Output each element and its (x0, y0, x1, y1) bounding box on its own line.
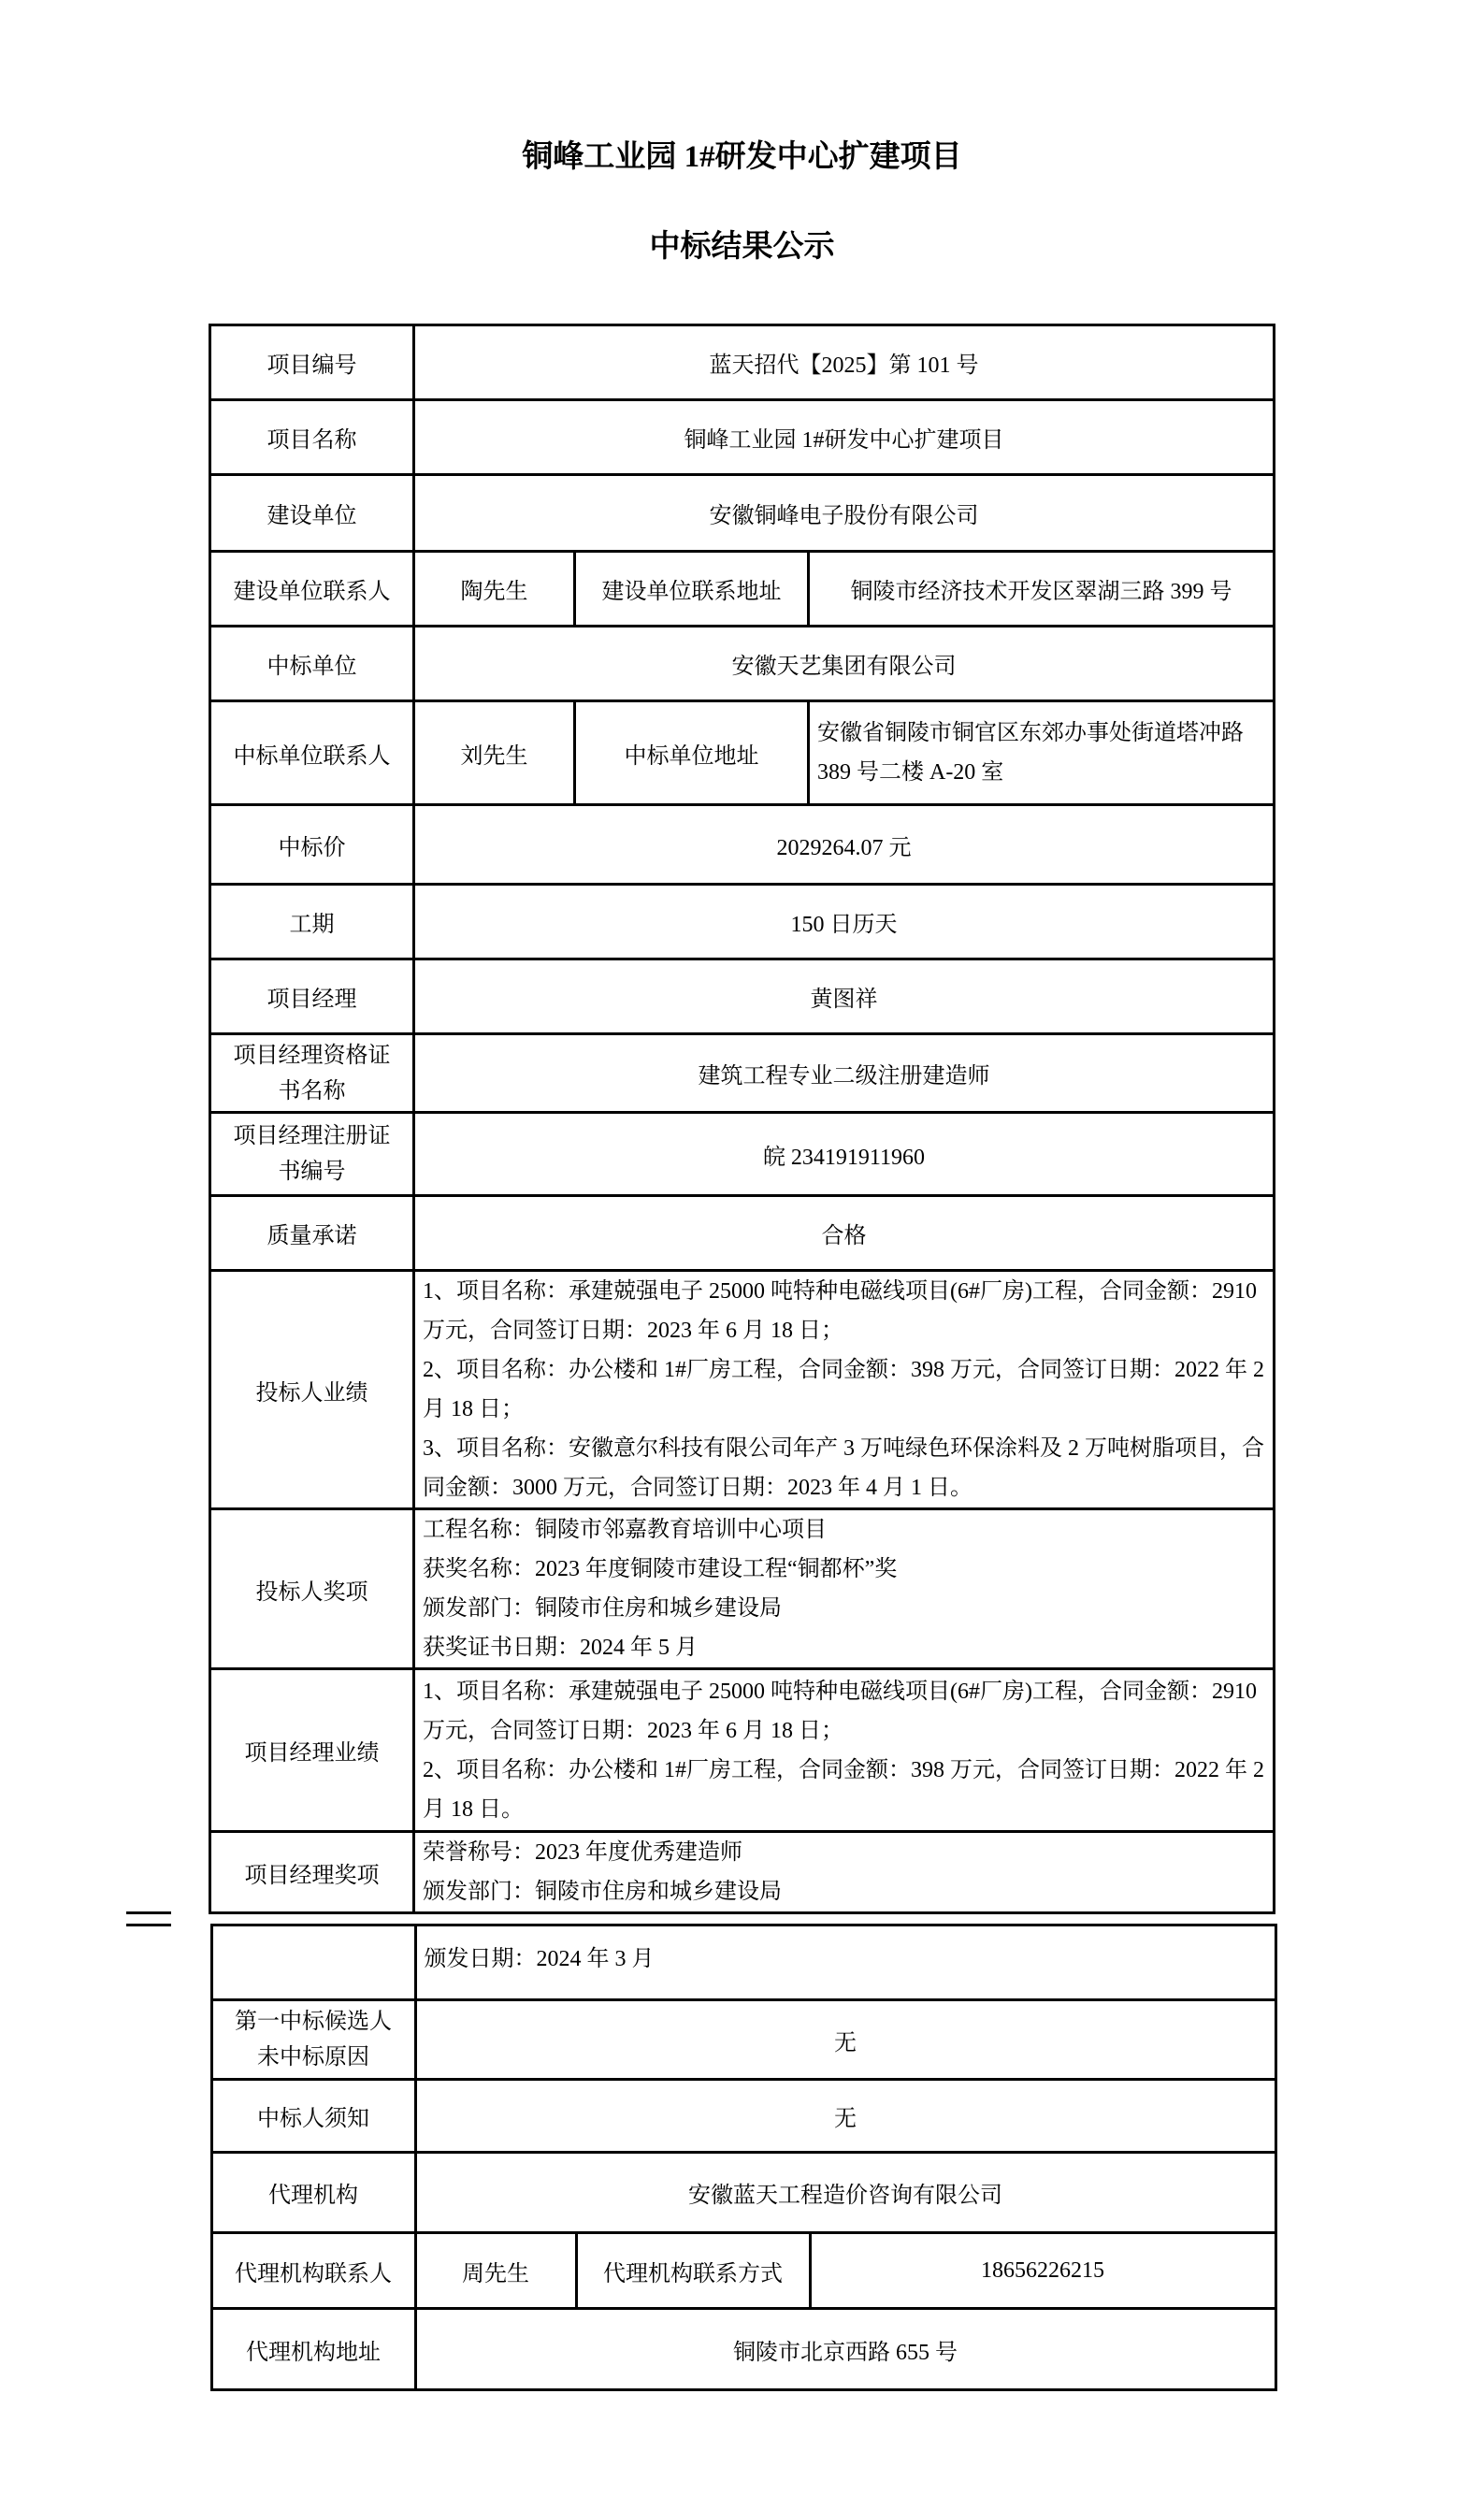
row-value: 陶先生 (413, 552, 574, 627)
label-line: 未中标原因 (257, 2045, 369, 2070)
row-value: 刘先生 (413, 701, 574, 805)
row-value: 铜陵市北京西路 655 号 (415, 2309, 1275, 2390)
text-line: 1、项目名称：承建兢强电子 25000 吨特种电磁线项目(6#厂房)工程，合同金额：2910 万元，合同签订日期：2023 年 6 月 18 日； (422, 1279, 1257, 1343)
row-label: 项目名称 (209, 400, 413, 475)
row-value: 2029264.07 元 (413, 805, 1274, 885)
table-row-winning-unit (209, 627, 1274, 701)
row-value: 安徽蓝天工程造价咨询有限公司 (415, 2153, 1275, 2233)
table-row-quality-commitment (209, 1196, 1274, 1271)
label-line: 项目经理资格证 (233, 1043, 391, 1068)
table-row-agency (211, 2153, 1275, 2233)
row-label: 中标单位 (209, 627, 413, 701)
table-row-owner-contact (209, 552, 1274, 627)
text-line: 3、项目名称：安徽意尔科技有限公司年产 3 万吨绿色环保涂料及 2 万吨树脂项目，合同金额：3000 万元，合同签订日期：2023 年 4 月 1 日。 (422, 1436, 1264, 1500)
row-value: 周先生 (415, 2233, 576, 2309)
text-line: 2、项目名称：办公楼和 1#厂房工程，合同金额：398 万元，合同签订日期：2022 年 2 月 18 日。 (422, 1757, 1264, 1822)
page-break-section (210, 1924, 1275, 2391)
table-row-pm-certificate-name (209, 1034, 1274, 1113)
table-row-project-number (209, 325, 1274, 400)
row-label: 代理机构联系人 (211, 2233, 415, 2309)
row-label (209, 1113, 413, 1196)
table-row-agency-contact (211, 2233, 1275, 2309)
row-value-secondary: 铜陵市经济技术开发区翠湖三路 399 号 (808, 552, 1274, 627)
label-line: 书编号 (278, 1160, 346, 1184)
table-row-pm-awards (209, 1832, 1274, 1913)
row-label (211, 2000, 415, 2080)
row-value: 合格 (413, 1196, 1274, 1271)
row-value: 铜峰工业园 1#研发中心扩建项目 (413, 400, 1274, 475)
text-line: 工程名称：铜陵市邻嘉教育培训中心项目 (422, 1518, 827, 1542)
row-value-secondary: 18656226215 (810, 2233, 1275, 2309)
row-value: 150 日历天 (413, 885, 1274, 959)
text-line: 2、项目名称：办公楼和 1#厂房工程，合同金额：398 万元，合同签订日期：2022 年 2 月 18 日； (422, 1358, 1264, 1421)
row-label: 项目经理业绩 (209, 1669, 413, 1832)
page-break-tick-bottom (126, 1924, 171, 1926)
label-line: 书名称 (278, 1078, 346, 1103)
bid-result-table-continued (210, 1924, 1277, 2391)
table-row-bidder-performance (209, 1271, 1274, 1509)
row-value (413, 1832, 1274, 1913)
text-line: 获奖名称：2023 年度铜陵市建设工程“铜都杯”奖 (422, 1557, 898, 1581)
table-row-agency-address (211, 2309, 1275, 2390)
table-row-bidder-awards (209, 1509, 1274, 1669)
row-label: 中标人须知 (211, 2080, 415, 2153)
text-line: 荣誉称号：2023 年度优秀建造师 (422, 1840, 742, 1865)
row-label: 项目编号 (209, 325, 413, 400)
document-subtitle: 中标结果公示 (649, 230, 835, 264)
row-label: 中标单位联系人 (209, 701, 413, 805)
row-value: 安徽天艺集团有限公司 (413, 627, 1274, 701)
row-value: 黄图祥 (413, 959, 1274, 1034)
row-label: 质量承诺 (209, 1196, 413, 1271)
table-row-duration (209, 885, 1274, 959)
text-line: 获奖证书日期：2024 年 5 月 (422, 1636, 698, 1660)
label-line: 项目经理注册证 (233, 1124, 391, 1148)
row-label: 建设单位 (209, 475, 413, 552)
table-row-first-candidate-reason (211, 2000, 1275, 2080)
table-row-winner-contact (209, 701, 1274, 805)
row-label: 项目经理奖项 (209, 1832, 413, 1913)
row-label: 代理机构 (211, 2153, 415, 2233)
document-title: 铜峰工业园 1#研发中心扩建项目 (522, 140, 962, 174)
table-row-pm-awards-continued (211, 1925, 1275, 2000)
row-label (209, 1034, 413, 1113)
table-row-winning-price (209, 805, 1274, 885)
row-label: 投标人奖项 (209, 1509, 413, 1669)
table-row-project-name (209, 400, 1274, 475)
row-value (413, 1669, 1274, 1832)
row-value (413, 1271, 1274, 1509)
row-label: 建设单位联系人 (209, 552, 413, 627)
row-value (413, 1509, 1274, 1669)
text-line: 1、项目名称：承建兢强电子 25000 吨特种电磁线项目(6#厂房)工程，合同金额：2910 万元，合同签订日期：2023 年 6 月 18 日； (422, 1679, 1257, 1743)
table-row-owner-unit (209, 475, 1274, 552)
text-line: 颁发部门：铜陵市住房和城乡建设局 (422, 1880, 782, 1904)
table-row-pm-performance (209, 1669, 1274, 1832)
row-label-secondary: 代理机构联系方式 (576, 2233, 810, 2309)
text-line: 颁发部门：铜陵市住房和城乡建设局 (422, 1596, 782, 1621)
row-value: 安徽铜峰电子股份有限公司 (413, 475, 1274, 552)
row-label: 工期 (209, 885, 413, 959)
table-row-project-manager (209, 959, 1274, 1034)
row-value: 无 (415, 2000, 1275, 2080)
row-value: 颁发日期：2024 年 3 月 (415, 1925, 1275, 2000)
bid-result-table (209, 324, 1275, 1914)
page-break-tick-top (126, 1911, 171, 1914)
row-label: 投标人业绩 (209, 1271, 413, 1509)
row-label: 代理机构地址 (211, 2309, 415, 2390)
row-label-secondary: 中标单位地址 (574, 701, 808, 805)
row-label: 项目经理 (209, 959, 413, 1034)
table-row-pm-certificate-number (209, 1113, 1274, 1196)
table-row-winner-notice (211, 2080, 1275, 2153)
row-value-secondary: 安徽省铜陵市铜官区东郊办事处街道塔冲路 389 号二楼 A-20 室 (808, 701, 1274, 805)
row-value: 无 (415, 2080, 1275, 2153)
row-value: 建筑工程专业二级注册建造师 (413, 1034, 1274, 1113)
row-label: 中标价 (209, 805, 413, 885)
row-value: 皖 234191911960 (413, 1113, 1274, 1196)
row-label-secondary: 建设单位联系地址 (574, 552, 808, 627)
row-label (211, 1925, 415, 2000)
label-line: 第一中标候选人 (235, 2010, 392, 2034)
row-value: 蓝天招代【2025】第 101 号 (413, 325, 1274, 400)
